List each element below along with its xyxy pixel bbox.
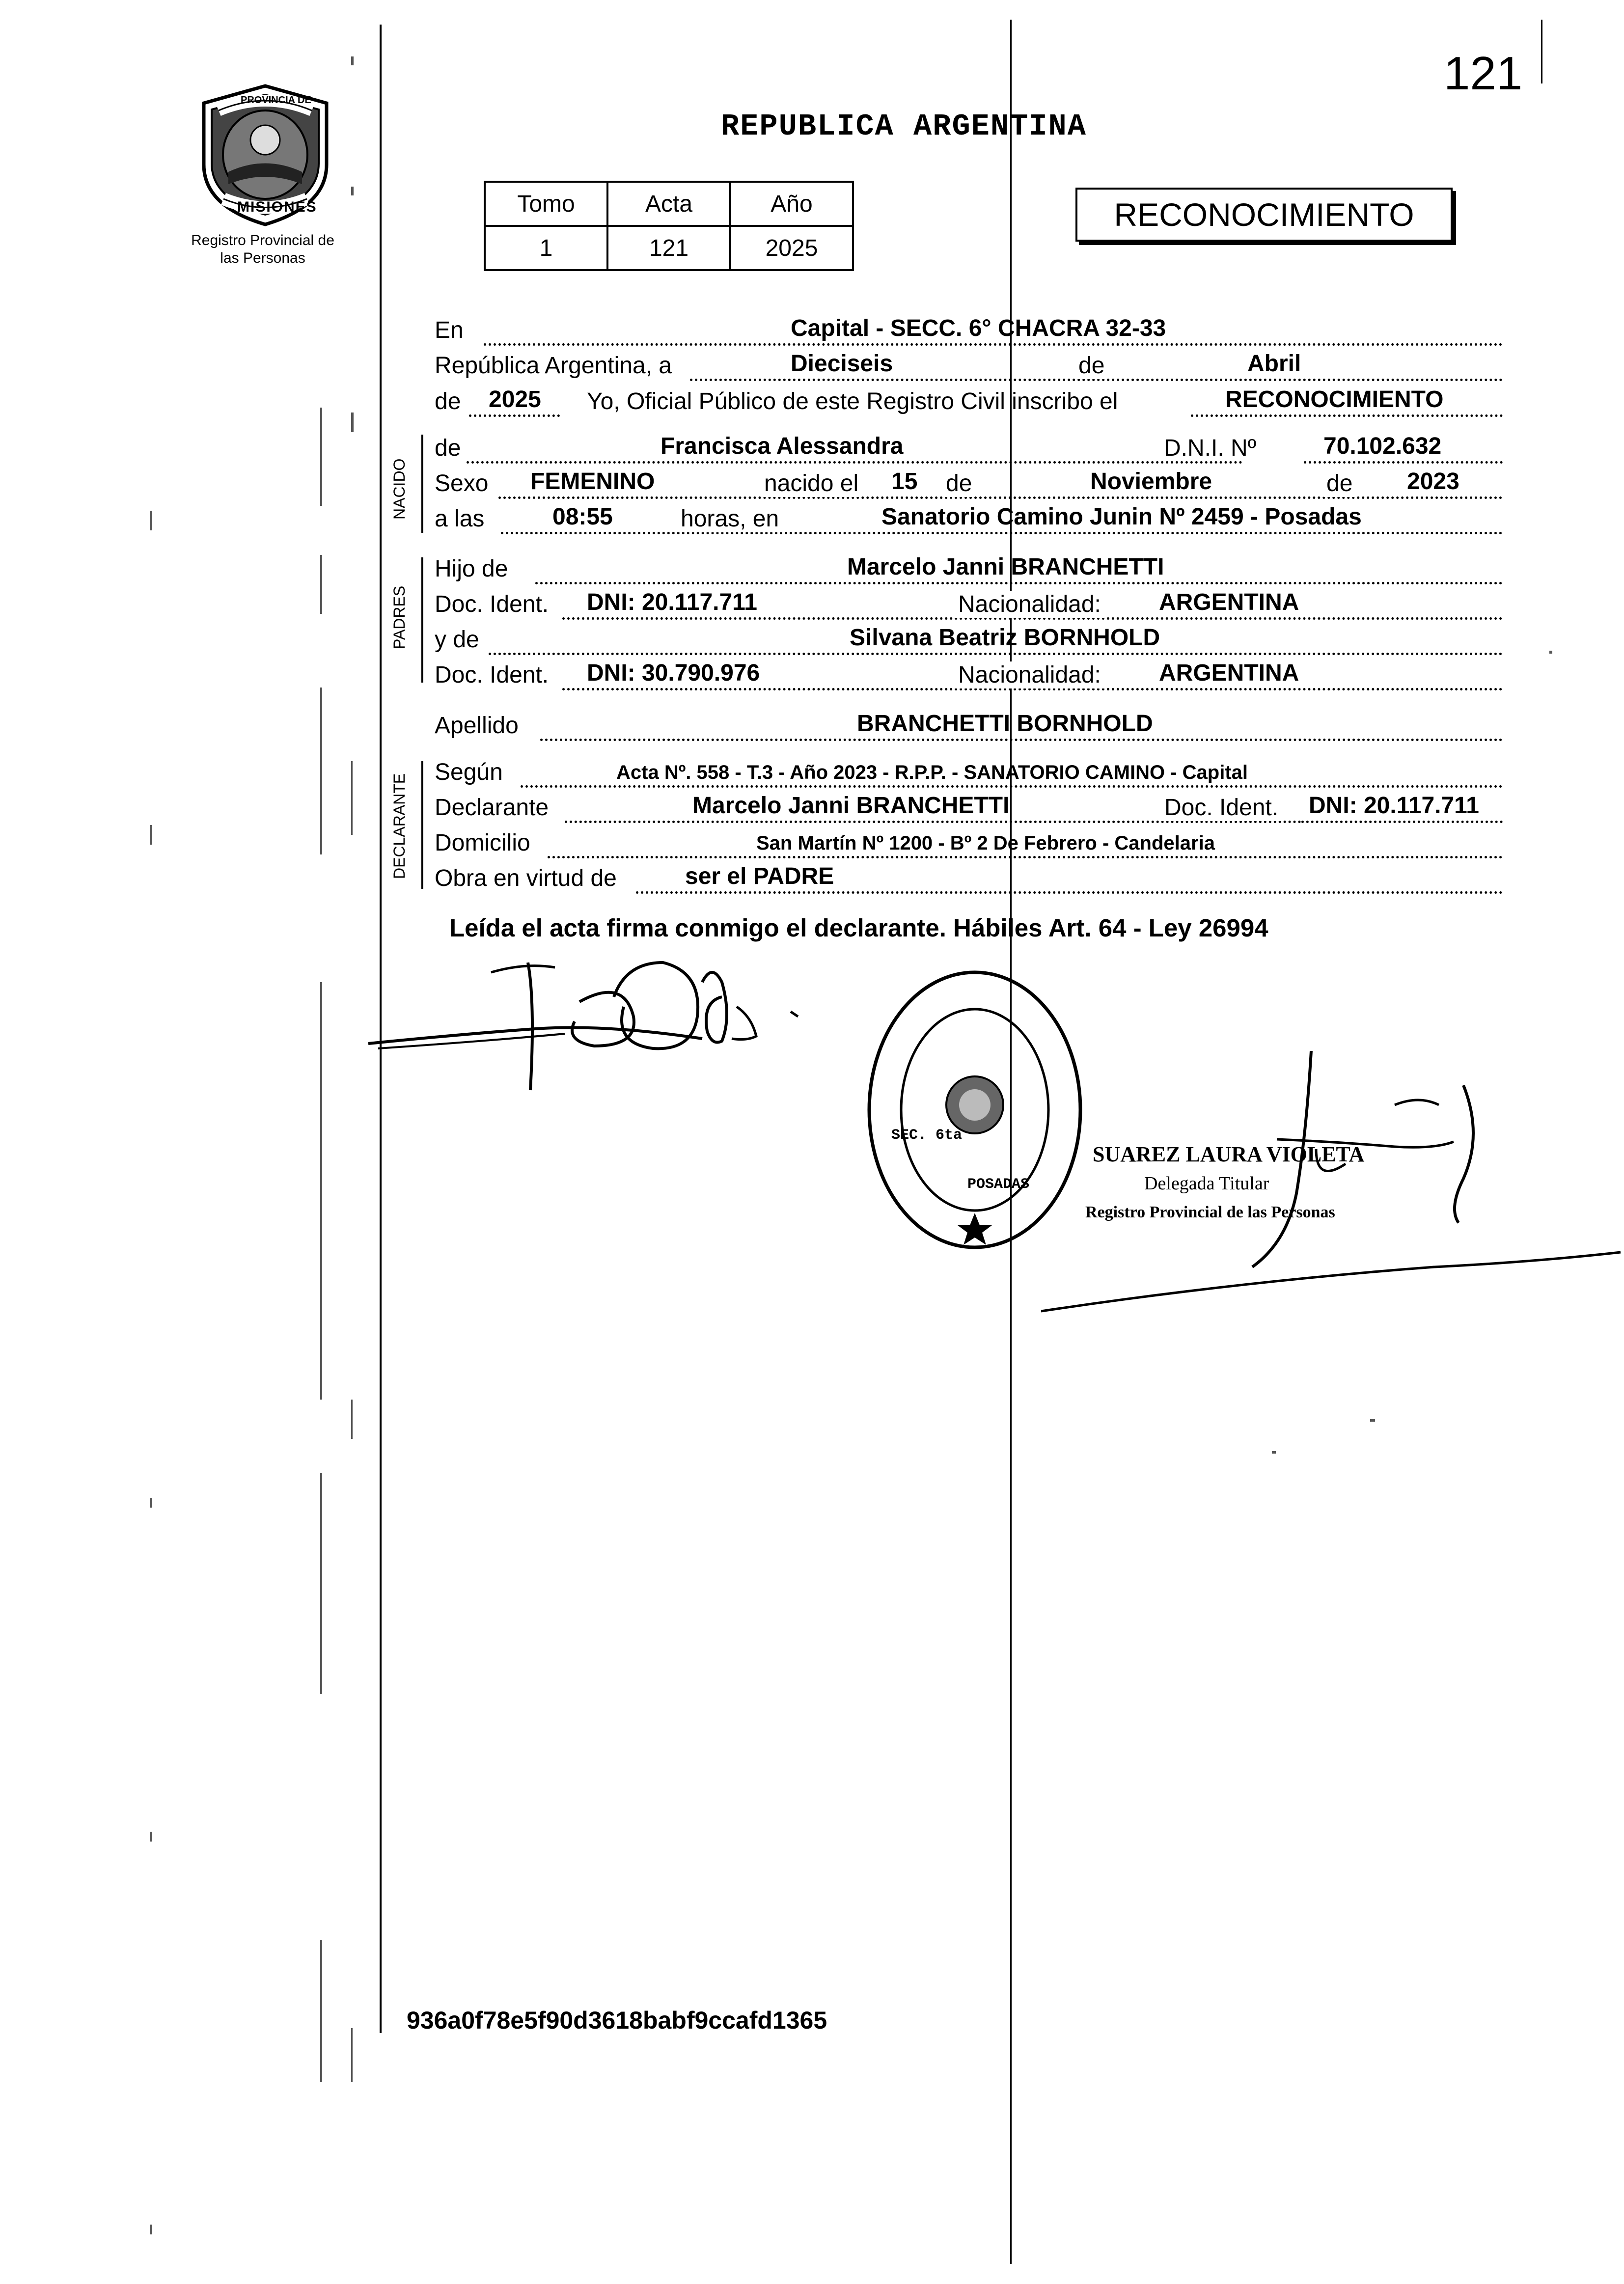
label-declarante: Declarante [435, 795, 549, 821]
row-domicilio [435, 827, 1503, 860]
label-apellido: Apellido [435, 713, 519, 739]
officer-role: Delegada Titular [1144, 1173, 1269, 1194]
margin-mark [150, 1498, 152, 1508]
label-hijo-de: Hijo de [435, 556, 508, 582]
margin-mark [320, 982, 322, 1400]
label-dni: D.N.I. Nº [1164, 435, 1257, 461]
value-month: Abril [1247, 351, 1301, 377]
value-father-nat: ARGENTINA [1159, 589, 1299, 615]
row-en [435, 314, 1503, 348]
margin-mark [1370, 1419, 1375, 1422]
margin-mark [351, 1400, 353, 1439]
officer-office: Registro Provincial de las Personas [1085, 1203, 1335, 1221]
header-acta: Acta [607, 182, 730, 226]
value-domicilio: San Martín Nº 1200 - Bº 2 De Febrero - Candelaria [756, 832, 1215, 854]
label-en: En [435, 317, 464, 343]
value-year: 2025 [489, 386, 541, 413]
row-officer [435, 385, 1503, 419]
row-father-doc [435, 588, 1503, 622]
margin-mark [351, 761, 353, 835]
label-a-las: a las [435, 506, 485, 532]
value-sexo: FEMENINO [530, 468, 655, 495]
section-label-padres: PADRES [390, 585, 408, 649]
right-edge-line [1541, 20, 1542, 83]
margin-mark [1272, 1451, 1276, 1454]
officer-text: Yo, Oficial Público de este Registro Civil inscribo el [587, 388, 1118, 414]
row-republica [435, 350, 1503, 383]
label-horas: horas, en [678, 505, 782, 532]
label-nacionalidad-father: Nacionalidad: [955, 591, 1104, 618]
margin-mark [1549, 651, 1552, 654]
value-father-name: Marcelo Janni BRANCHETTI [847, 554, 1164, 580]
row-apellido [435, 710, 1503, 743]
value-apellido: BRANCHETTI BORNHOLD [857, 711, 1153, 737]
province-emblem [194, 81, 336, 228]
label-nacionalidad-mother: Nacionalidad: [955, 661, 1104, 688]
row-mother-name [435, 624, 1503, 657]
row-nacido-sexo [435, 468, 1503, 501]
label-doc-mother: Doc. Ident. [435, 662, 549, 688]
label-de-year2: de [1323, 470, 1355, 497]
value-tomo: 1 [485, 226, 607, 270]
legal-footnote: Leída el acta firma conmigo el declarante. Hábiles Art. 64 - Ley 26994 [449, 914, 1268, 942]
label-segun: Según [435, 759, 503, 785]
label-nacido-el: nacido el [761, 470, 861, 497]
bracket-padres [421, 557, 423, 683]
header-tomo: Tomo [485, 182, 607, 226]
label-doc-father: Doc. Ident. [435, 591, 549, 617]
value-birth-day: 15 [891, 468, 918, 495]
label-nacido-de: de [435, 435, 461, 461]
row-segun [435, 756, 1503, 790]
value-act: RECONOCIMIENTO [1225, 386, 1444, 413]
label-sexo: Sexo [435, 470, 489, 496]
value-birth-place: Sanatorio Camino Junin Nº 2459 - Posadas [881, 504, 1362, 530]
label-y-de: y de [435, 627, 479, 653]
value-child-name: Francisca Alessandra [661, 433, 904, 459]
label-doc-declarante: Doc. Ident. [1161, 794, 1281, 821]
row-nacido-name [435, 432, 1503, 466]
declarant-signature [358, 943, 820, 1105]
label-de-year: de [435, 388, 461, 414]
label-obra: Obra en virtud de [435, 865, 617, 891]
registry-table-header [485, 182, 853, 226]
value-mother-nat: ARGENTINA [1159, 660, 1299, 686]
page-title: REPUBLICA ARGENTINA [721, 109, 1087, 144]
value-acta: 121 [607, 226, 730, 270]
registry-label: Registro Provincial de las Personas [191, 232, 334, 266]
value-anio: 2025 [730, 226, 853, 270]
value-mother-name: Silvana Beatriz BORNHOLD [850, 625, 1160, 651]
row-obra [435, 862, 1503, 896]
margin-mark [150, 825, 152, 845]
margin-mark [351, 413, 354, 432]
margin-mark [320, 1473, 322, 1694]
section-label-nacido: NACIDO [390, 458, 408, 520]
value-obra: ser el PADRE [685, 863, 834, 889]
value-segun: Acta Nº. 558 - T.3 - Año 2023 - R.P.P. - SANATORIO CAMINO - Capital [616, 762, 1248, 783]
margin-mark [150, 511, 152, 530]
margin-mark [351, 187, 354, 195]
value-mother-doc: DNI: 30.790.976 [587, 660, 760, 686]
officer-name: SUAREZ LAURA VIOLETA [1093, 1142, 1365, 1166]
value-birth-month: Noviembre [1090, 468, 1212, 495]
label-domicilio: Domicilio [435, 830, 530, 856]
value-child-dni: 70.102.632 [1323, 433, 1442, 459]
value-day: Dieciseis [791, 351, 893, 377]
margin-mark [320, 408, 322, 506]
stamp-inner-left: SEC. 6ta [891, 1127, 963, 1144]
bracket-nacido [421, 435, 423, 533]
value-doc-declarante: DNI: 20.117.711 [1309, 793, 1479, 819]
act-type-box: RECONOCIMIENTO [1075, 188, 1453, 242]
margin-mark [351, 56, 354, 65]
margin-mark [320, 688, 322, 854]
emblem-text-bottom: MISIONES [237, 199, 317, 215]
row-declarante [435, 792, 1503, 825]
margin-mark [320, 555, 322, 614]
value-location: Capital - SECC. 6° CHACRA 32-33 [791, 315, 1166, 341]
registry-table [484, 181, 854, 271]
label-de-month: de [943, 470, 975, 497]
registry-table-values [485, 226, 853, 270]
row-mother-doc [435, 659, 1503, 692]
stamp-inner-right: POSADAS [967, 1176, 1030, 1193]
margin-mark [351, 2028, 353, 2082]
header-anio: Año [730, 182, 853, 226]
label-de: de [1075, 352, 1107, 379]
section-label-declarante: DECLARANTE [390, 773, 408, 879]
page-number: 121 [1444, 47, 1523, 100]
label-republica: República Argentina, a [435, 353, 672, 379]
value-declarante: Marcelo Janni BRANCHETTI [692, 793, 1010, 819]
value-birth-year: 2023 [1407, 468, 1459, 495]
row-father-name [435, 553, 1503, 586]
value-birth-time: 08:55 [552, 504, 613, 530]
emblem-text-top: PROVINCIA DE [241, 95, 311, 106]
margin-mark [150, 2225, 152, 2234]
officer-signature [1041, 1036, 1624, 1331]
value-father-doc: DNI: 20.117.711 [587, 589, 757, 615]
margin-mark [150, 1832, 152, 1842]
margin-mark [320, 1940, 322, 2082]
document-hash: 936a0f78e5f90d3618babf9ccafd1365 [407, 2007, 827, 2034]
row-nacido-time [435, 503, 1503, 536]
bracket-declarante [421, 761, 423, 889]
